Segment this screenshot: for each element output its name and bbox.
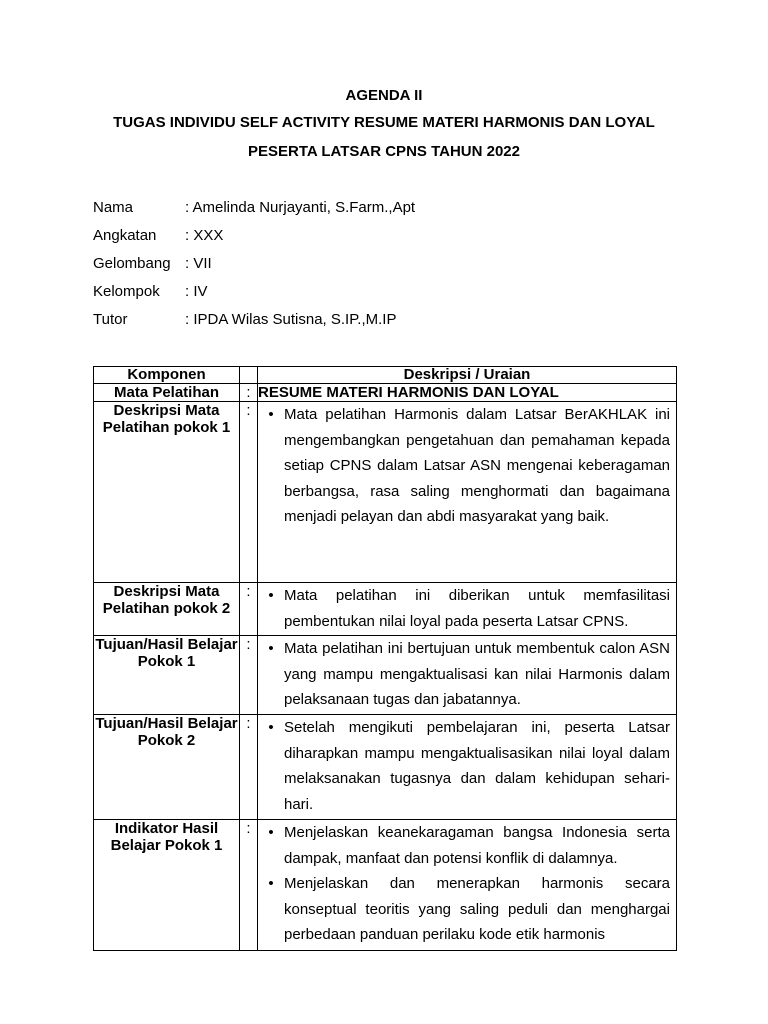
mata-pelatihan-label: Mata Pelatihan — [94, 384, 240, 402]
bullet-icon: • — [268, 640, 274, 657]
info-row-tutor — [93, 311, 415, 339]
bullet-text: Menjelaskan dan menerapkan harmonis secara konseptual teoritis yang saling peduli dan menghargai perbedaan panduan perilaku kode etik harmonis — [284, 875, 670, 943]
list-item — [258, 871, 676, 948]
header-colon-spacer — [240, 367, 258, 384]
info-label: Tutor — [93, 311, 128, 328]
description-cell — [258, 636, 677, 715]
info-label: Kelompok — [93, 283, 160, 300]
description-cell — [258, 715, 677, 820]
identity-info — [93, 199, 415, 339]
component-label: Deskripsi Mata Pelatihan pokok 1 — [94, 402, 240, 583]
table-header-row — [94, 367, 677, 384]
table-row-mata-pelatihan — [94, 384, 677, 402]
bullet-icon: • — [268, 875, 274, 892]
table-row — [94, 820, 677, 951]
resume-table — [93, 366, 677, 951]
info-row-angkatan — [93, 227, 415, 255]
component-label: Indikator Hasil Belajar Pokok 1 — [94, 820, 240, 951]
bullet-list — [258, 583, 676, 634]
bullet-icon: • — [268, 824, 274, 841]
list-item — [258, 583, 676, 634]
info-value: : IV — [185, 283, 208, 300]
table-row — [94, 583, 677, 636]
bullet-list — [258, 636, 676, 713]
info-label: Nama — [93, 199, 134, 216]
info-row-nama — [93, 199, 415, 227]
bullet-list — [258, 402, 676, 530]
component-label: Tujuan/Hasil Belajar Pokok 2 — [94, 715, 240, 820]
table-row — [94, 715, 677, 820]
colon: : — [240, 384, 258, 402]
colon: : — [240, 402, 258, 583]
list-item — [258, 636, 676, 713]
info-label: Angkatan — [93, 227, 157, 244]
bullet-text: Mata pelatihan ini bertujuan untuk membentuk calon ASN yang mampu mengaktualisasi kan nilai Harmonis dalam pelaksanaan tugas dan jabatannya. — [284, 640, 670, 708]
bullet-icon: • — [268, 587, 274, 604]
info-row-kelompok — [93, 283, 415, 311]
bullet-text: Menjelaskan keanekaragaman bangsa Indonesia serta dampak, manfaat dan potensi konflik di dalamnya. — [284, 824, 670, 867]
list-item — [258, 715, 676, 817]
table-row — [94, 636, 677, 715]
bullet-list — [258, 820, 676, 948]
bullet-text: Mata pelatihan ini diberikan untuk memfasilitasi pembentukan nilai loyal pada peserta Latsar CPNS. — [284, 587, 670, 630]
component-label: Tujuan/Hasil Belajar Pokok 1 — [94, 636, 240, 715]
mata-pelatihan-value: RESUME MATERI HARMONIS DAN LOYAL — [258, 384, 677, 402]
info-value: : XXX — [185, 227, 224, 244]
info-value: : VII — [185, 255, 212, 272]
list-item — [258, 820, 676, 871]
bullet-text: Setelah mengikuti pembelajaran ini, peserta Latsar diharapkan mampu mengaktualisasikan nilai loyal dalam melaksanakan tugasnya dan dalam kehidupan sehari-hari. — [284, 719, 670, 813]
description-cell — [258, 583, 677, 636]
description-cell — [258, 402, 677, 583]
bullet-icon: • — [268, 719, 274, 736]
task-title: TUGAS INDIVIDU SELF ACTIVITY RESUME MATERI HARMONIS DAN LOYAL — [113, 114, 655, 131]
colon: : — [240, 583, 258, 636]
header-deskripsi: Deskripsi / Uraian — [258, 367, 677, 384]
table-row — [94, 402, 677, 583]
bullet-list — [258, 715, 676, 817]
agenda-title: AGENDA II — [345, 87, 423, 104]
component-label: Deskripsi Mata Pelatihan pokok 2 — [94, 583, 240, 636]
info-value: : IPDA Wilas Sutisna, S.IP.,M.IP — [185, 311, 397, 328]
info-label: Gelombang — [93, 255, 171, 272]
list-item — [258, 402, 676, 530]
description-cell — [258, 820, 677, 951]
colon: : — [240, 636, 258, 715]
info-row-gelombang — [93, 255, 415, 283]
info-value: : Amelinda Nurjayanti, S.Farm.,Apt — [185, 199, 416, 216]
participant-title: PESERTA LATSAR CPNS TAHUN 2022 — [248, 143, 520, 160]
bullet-text: Mata pelatihan Harmonis dalam Latsar BerAKHLAK ini mengembangkan pengetahuan dan pemahaman kepada setiap CPNS dalam Latsar ASN mengenai keberagaman berbangsa, rasa saling menghormati dan bagaimana menjadi pelayan dan abdi masyarakat yang baik. — [284, 406, 670, 525]
colon: : — [240, 715, 258, 820]
header-komponen: Komponen — [94, 367, 240, 384]
colon: : — [240, 820, 258, 951]
bullet-icon: • — [268, 406, 274, 423]
